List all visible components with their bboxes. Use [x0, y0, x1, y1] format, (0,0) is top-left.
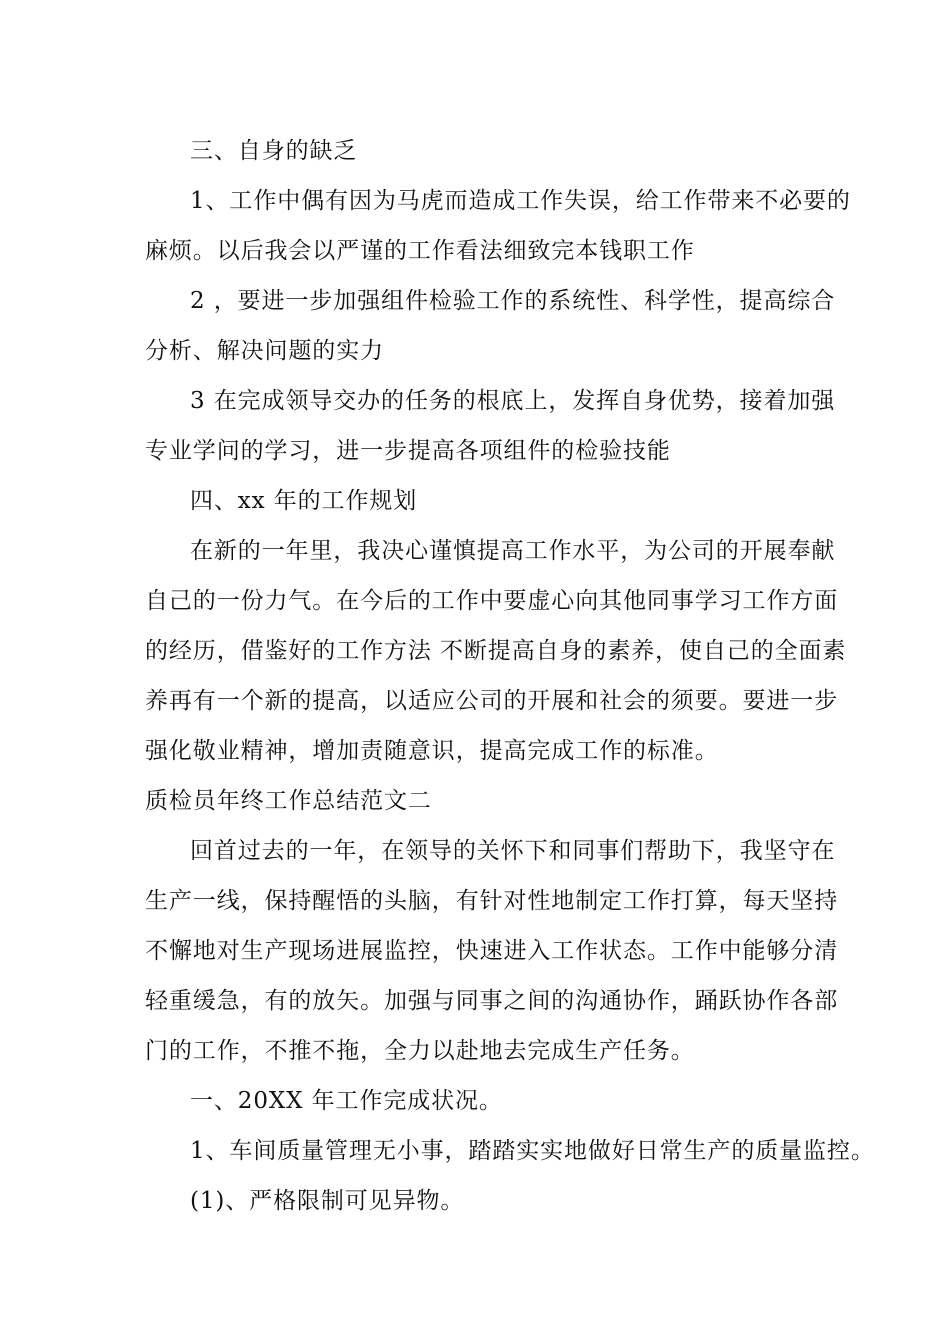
- paragraph-line: 强化敬业精神，增加责随意识，提高完成工作的标准。: [145, 738, 719, 764]
- paragraph-line: 养再有一个新的提高，以适应公司的开展和社会的须要。要进一步: [145, 688, 839, 714]
- document-subtitle: 质检员年终工作总结范文二: [145, 788, 432, 814]
- section-heading-completion: 一、20XX 年工作完成状况。: [190, 1088, 503, 1114]
- paragraph-line: 生产一线，保持醒悟的头脑，有针对性地制定工作打算，每天坚持: [145, 888, 839, 914]
- section-heading-plan: 四、xx 年的工作规划: [190, 488, 418, 514]
- section-heading-shortcomings: 三、自身的缺乏: [190, 138, 358, 164]
- paragraph-line: 不懈地对生产现场进展监控，快速进入工作状态。工作中能够分清: [145, 938, 839, 964]
- paragraph-line: 麻烦。以后我会以严谨的工作看法细致完本钱职工作: [145, 238, 695, 264]
- paragraph-line: (1)、严格限制可见异物。: [190, 1188, 465, 1214]
- paragraph-line: 轻重缓急，有的放矢。加强与同事之间的沟通协作，踊跃协作各部: [145, 988, 839, 1014]
- paragraph-line: 回首过去的一年，在领导的关怀下和同事们帮助下，我坚守在: [190, 838, 836, 864]
- paragraph-line: 在新的一年里，我决心谨慎提高工作水平，为公司的开展奉献: [190, 538, 836, 564]
- paragraph-line: 1、车间质量管理无小事，踏踏实实地做好日常生产的质量监控。: [190, 1138, 875, 1164]
- paragraph-line: 自己的一份力气。在今后的工作中要虚心向其他同事学习工作方面: [145, 588, 839, 614]
- paragraph-line: 分析、解决问题的实力: [145, 338, 384, 364]
- paragraph-line: 2 ，要进一步加强组件检验工作的系统性、科学性，提高综合: [190, 288, 836, 314]
- paragraph-line: 专业学问的学习，进一步提高各项组件的检验技能: [145, 438, 671, 464]
- paragraph-line: 门的工作，不推不拖，全力以赴地去完成生产任务。: [145, 1038, 695, 1064]
- paragraph-line: 的经历，借鉴好的工作方法 不断提高自身的素养，使自己的全面素: [145, 638, 847, 664]
- paragraph-line: 3 在完成领导交办的任务的根底上，发挥自身优势，接着加强: [190, 388, 836, 414]
- paragraph-line: 1、工作中偶有因为马虎而造成工作失误，给工作带来不必要的: [190, 188, 851, 214]
